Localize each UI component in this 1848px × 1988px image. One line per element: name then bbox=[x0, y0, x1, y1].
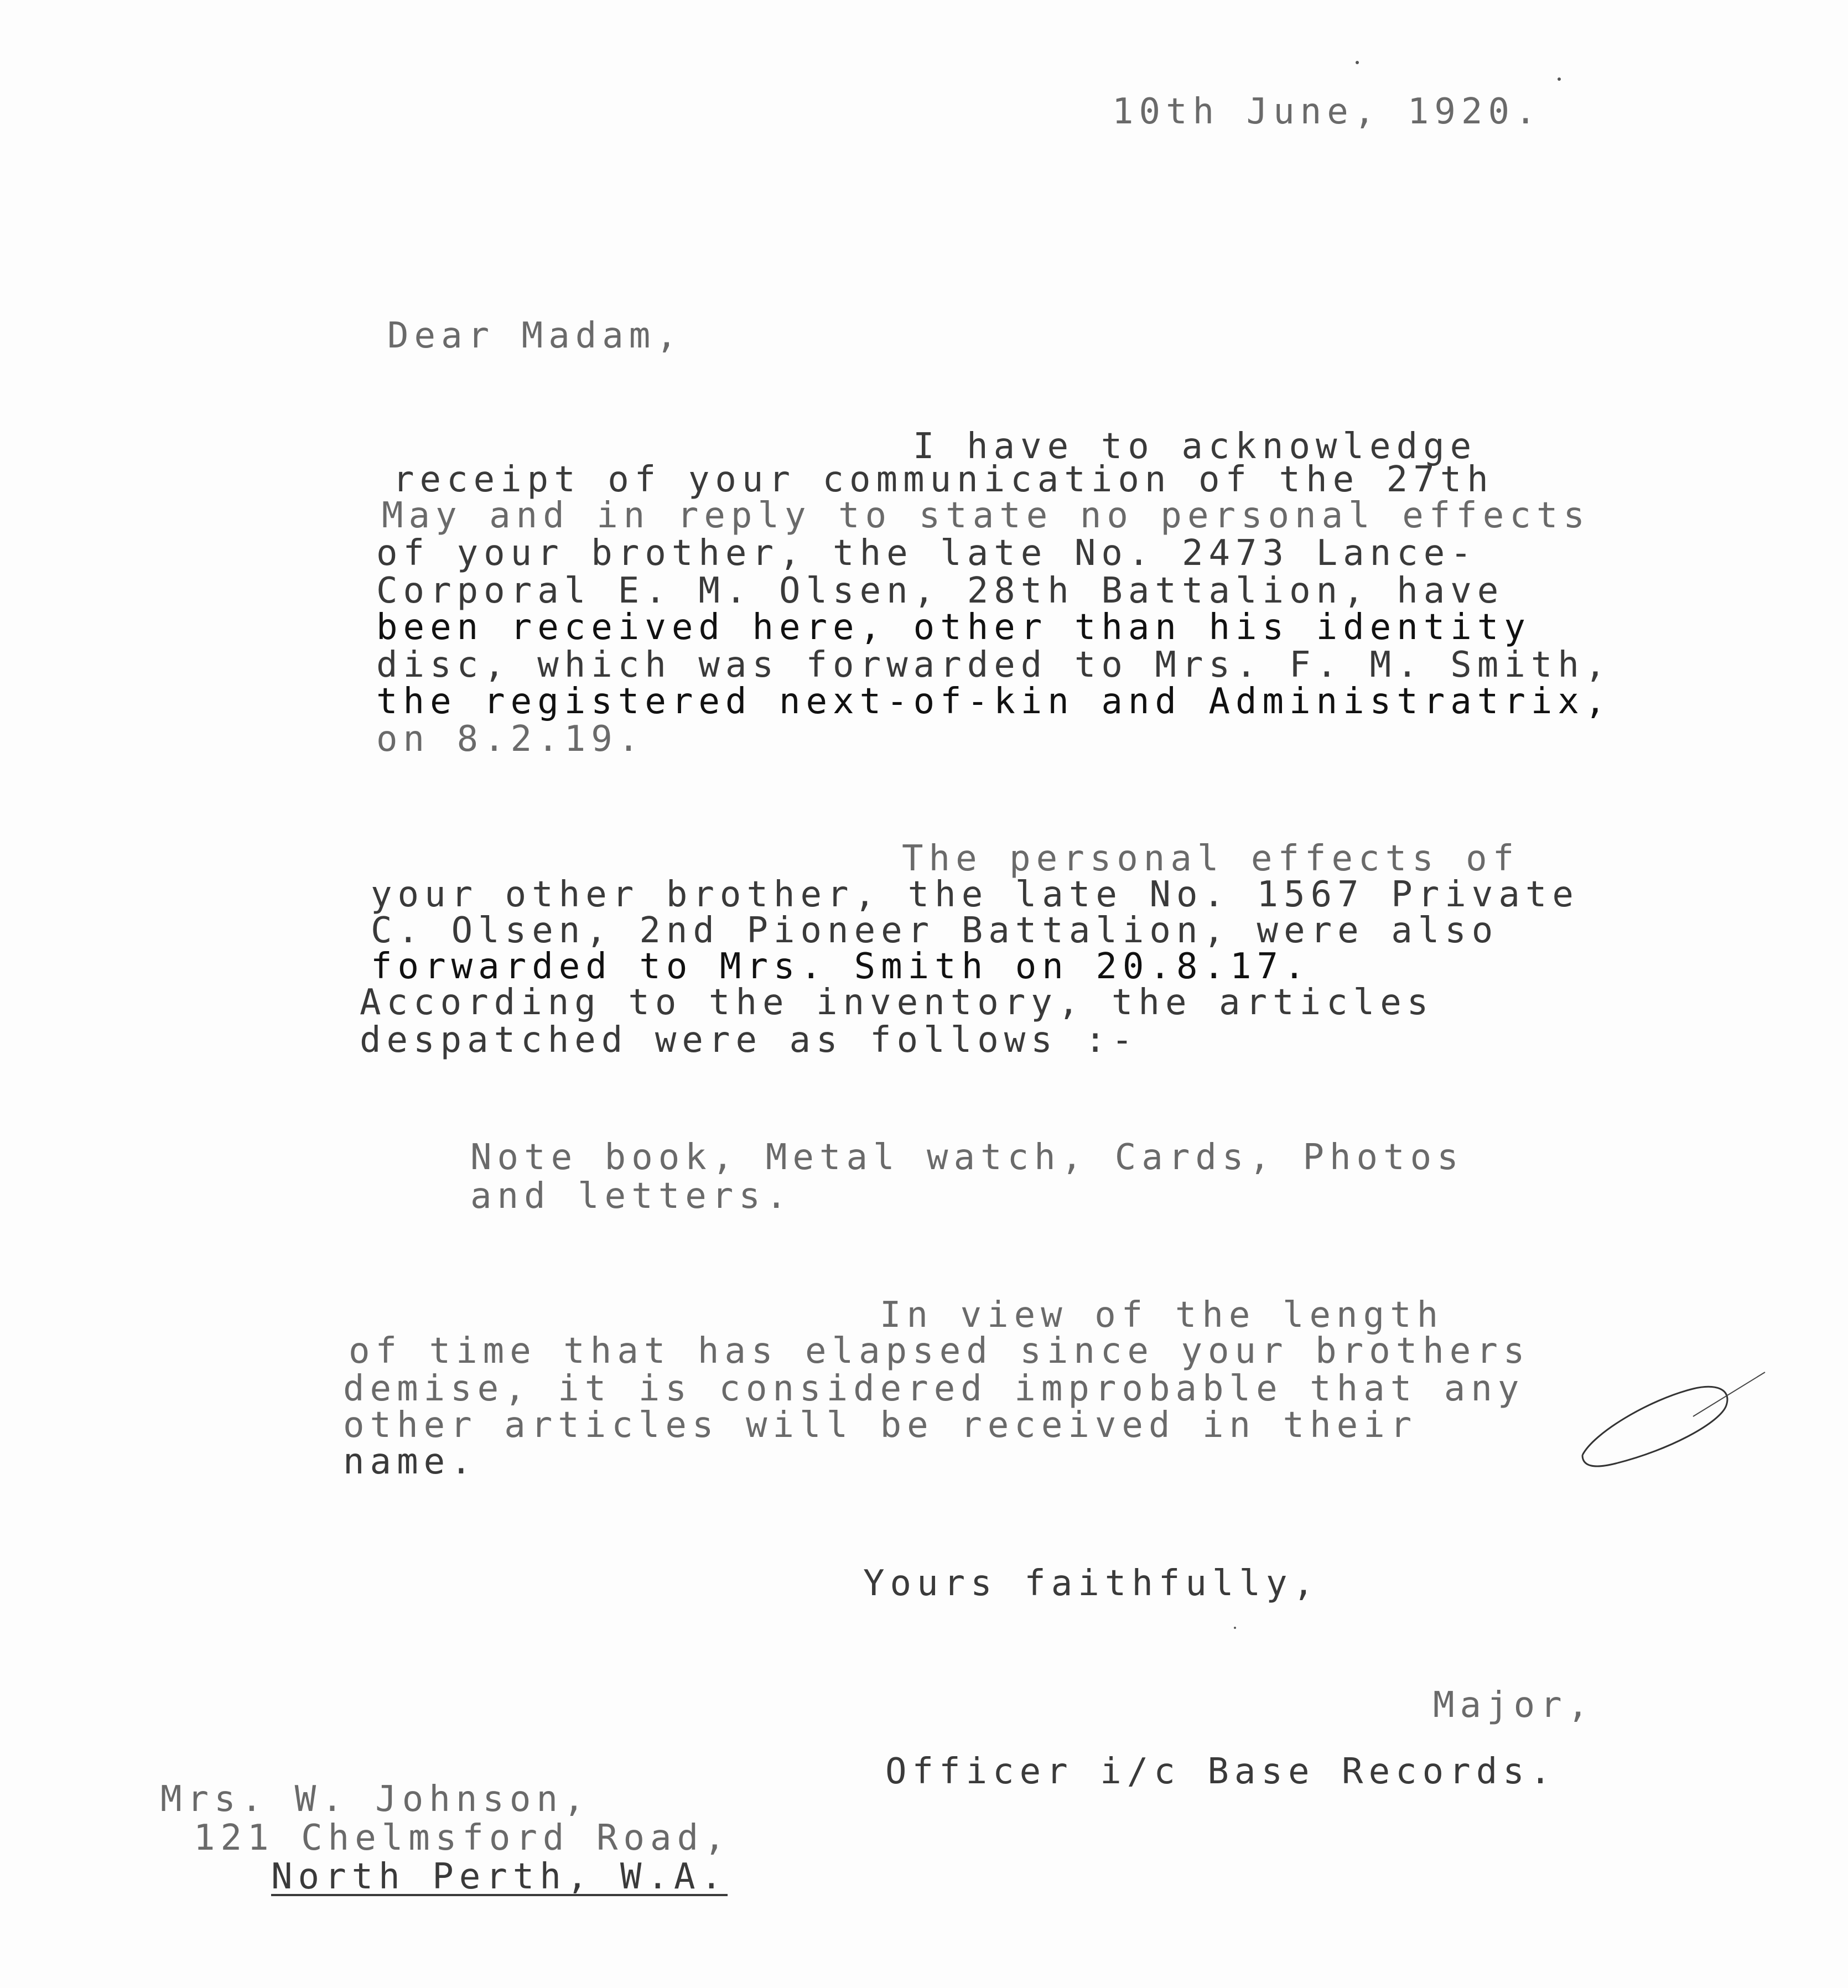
addressee-line: Mrs. W. Johnson, bbox=[160, 1779, 590, 1820]
letter-date: 10th June, 1920. bbox=[1112, 91, 1542, 132]
paragraph-3-line: other articles will be received in their bbox=[343, 1405, 1418, 1446]
paragraph-1-line: on 8.2.19. bbox=[376, 719, 645, 760]
speck bbox=[1558, 77, 1561, 81]
salutation: Dear Madam, bbox=[387, 315, 683, 356]
paragraph-1-line: receipt of your communication of the 27th bbox=[393, 459, 1494, 500]
articles-line: Note book, Metal watch, Cards, Photos bbox=[470, 1137, 1464, 1178]
paragraph-1-line: I have to acknowledge bbox=[913, 426, 1477, 467]
paragraph-2-line: C. Olsen, 2nd Pioneer Battalion, were also bbox=[371, 910, 1499, 951]
paragraph-3-line: demise, it is considered improbable that any bbox=[343, 1368, 1525, 1409]
paragraph-1-line: May and in reply to state no personal effects bbox=[382, 495, 1590, 536]
articles-line: and letters. bbox=[470, 1176, 793, 1217]
signatory-rank: Major, bbox=[1433, 1685, 1595, 1726]
paragraph-2-line: your other brother, the late No. 1567 Private bbox=[371, 874, 1579, 915]
paragraph-3-line: of time that has elapsed since your brothers bbox=[349, 1331, 1530, 1372]
speck bbox=[1356, 61, 1359, 64]
paragraph-1-line: Corporal E. M. Olsen, 28th Battalion, have bbox=[376, 570, 1504, 611]
paragraph-1-line: the registered next-of-kin and Administratrix, bbox=[376, 681, 1612, 722]
paragraph-3-line: name. bbox=[343, 1441, 477, 1482]
paragraph-3-line: In view of the length bbox=[880, 1295, 1444, 1336]
paragraph-2-line: despatched were as follows :- bbox=[360, 1020, 1139, 1061]
paragraph-2-line: According to the inventory, the articles bbox=[360, 982, 1434, 1023]
paragraph-2-line: The personal effects of bbox=[902, 838, 1520, 879]
paper-clip-mark bbox=[1571, 1367, 1771, 1477]
signatory-title: Officer i/c Base Records. bbox=[885, 1751, 1557, 1792]
paragraph-2-line: forwarded to Mrs. Smith on 20.8.17. bbox=[371, 946, 1311, 987]
paragraph-1-line: of your brother, the late No. 2473 Lance- bbox=[376, 533, 1477, 574]
paragraph-1-line: disc, which was forwarded to Mrs. F. M. Smith, bbox=[376, 645, 1612, 686]
paragraph-1-line: been received here, other than his identity bbox=[376, 607, 1531, 648]
addressee-line: 121 Chelmsford Road, bbox=[194, 1818, 731, 1859]
speck bbox=[1234, 1627, 1236, 1629]
addressee-line: North Perth, W.A. bbox=[271, 1856, 728, 1897]
closing: Yours faithfully, bbox=[863, 1563, 1320, 1604]
